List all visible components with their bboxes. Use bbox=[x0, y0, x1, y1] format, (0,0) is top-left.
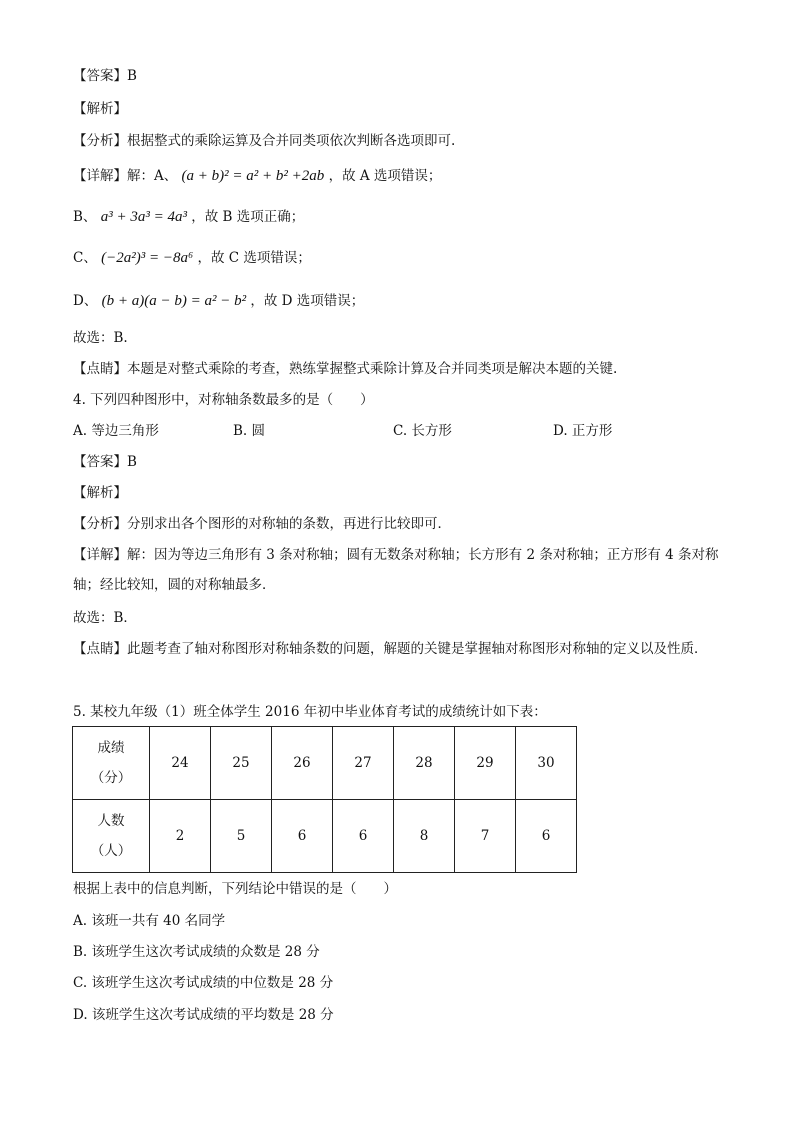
table-cell: 26 bbox=[272, 727, 333, 800]
q4-answer: 【答案】B bbox=[73, 454, 137, 470]
q3-c-math: (−2a²)³ = −8a⁶ bbox=[101, 250, 194, 266]
table-cell: 27 bbox=[333, 727, 394, 800]
q5-stem: 5. 某校九年级（1）班全体学生 2016 年初中毕业体育考试的成绩统计如下表： bbox=[73, 704, 547, 720]
table-cell: 25 bbox=[211, 727, 272, 800]
q4-comment: 【点睛】此题考查了轴对称图形对称轴条数的问题，解题的关键是掌握轴对称图形对称轴的定义以及性质． bbox=[73, 641, 708, 657]
table-row bbox=[73, 727, 577, 800]
q3-answer: 【答案】B bbox=[73, 68, 137, 84]
table-cell: 8 bbox=[394, 800, 455, 873]
table-cell: 24 bbox=[150, 727, 211, 800]
q4-analysis-heading: 【解析】 bbox=[73, 485, 127, 501]
table-cell: 7 bbox=[455, 800, 516, 873]
score-label: 成绩 bbox=[97, 740, 125, 756]
q4-analysis: 【分析】分别求出各个图形的对称轴的条数，再进行比较即可． bbox=[73, 516, 451, 532]
q3-detail-c bbox=[73, 248, 311, 268]
table-cell: 28 bbox=[394, 727, 455, 800]
table-cell: 5 bbox=[211, 800, 272, 873]
q3-detail-a bbox=[73, 166, 441, 186]
table-header-cell bbox=[73, 727, 150, 800]
table-row bbox=[73, 800, 577, 873]
table-cell: 2 bbox=[150, 800, 211, 873]
q3-detail-a-suffix: ，故 A 选项错误； bbox=[328, 168, 442, 184]
q3-d-suffix: ，故 D 选项错误； bbox=[250, 293, 365, 309]
q3-c-prefix: C、 bbox=[73, 250, 97, 266]
q3-comment: 【点睛】本题是对整式乘除的考查，熟练掌握整式乘除计算及合并同类项是解决本题的关键. bbox=[73, 361, 618, 377]
q3-b-suffix: ，故 B 选项正确； bbox=[191, 209, 305, 225]
q4-options bbox=[73, 421, 713, 441]
q5-option-a: A. 该班一共有 40 名同学 bbox=[73, 913, 226, 929]
table-header-cell bbox=[73, 800, 150, 873]
count-label: 人数 bbox=[97, 813, 125, 829]
q3-c-suffix: ，故 C 选项错误； bbox=[197, 250, 311, 266]
q3-choice: 故选：B. bbox=[73, 330, 128, 346]
q3-b-prefix: B、 bbox=[73, 209, 97, 225]
q4-stem: 4. 下列四种图形中，对称轴条数最多的是（ ） bbox=[73, 392, 374, 408]
score-table bbox=[72, 726, 577, 873]
q3-detail-prefix: 【详解】解：A、 bbox=[73, 168, 178, 184]
q5-option-d: D. 该班学生这次考试成绩的平均数是 28 分 bbox=[73, 1007, 334, 1023]
table-cell: 6 bbox=[272, 800, 333, 873]
table-cell: 29 bbox=[455, 727, 516, 800]
table-cell: 30 bbox=[516, 727, 577, 800]
q4-choice: 故选：B． bbox=[73, 610, 137, 626]
q4-detail: 【详解】解：因为等边三角形有 3 条对称轴；圆有无数条对称轴；长方形有 2 条对称轴；正方形有 4 条对称轴；经比较知，圆的对称轴最多． bbox=[73, 547, 719, 593]
q3-detail-b bbox=[73, 207, 304, 227]
q4-option-d: D. 正方形 bbox=[553, 423, 613, 439]
q5-option-c: C. 该班学生这次考试成绩的中位数是 28 分 bbox=[73, 975, 334, 991]
q3-analysis-heading: 【解析】 bbox=[73, 101, 127, 117]
q3-d-math: (b + a)(a − b) = a² − b² bbox=[101, 293, 247, 309]
count-unit-label: （人） bbox=[90, 843, 132, 859]
q3-detail-d bbox=[73, 291, 364, 311]
q4-option-c: C. 长方形 bbox=[393, 423, 452, 439]
table-cell: 6 bbox=[516, 800, 577, 873]
table-cell: 6 bbox=[333, 800, 394, 873]
q3-d-prefix: D、 bbox=[73, 293, 98, 309]
q3-detail-a-math: (a + b)² = a² + b² +2ab bbox=[181, 168, 325, 184]
q3-analysis: 【分析】根据整式的乘除运算及合并同类项依次判断各选项即可. bbox=[73, 133, 456, 149]
q3-b-math: a³ + 3a³ = 4a³ bbox=[100, 209, 187, 225]
q5-option-b: B. 该班学生这次考试成绩的众数是 28 分 bbox=[73, 944, 320, 960]
q4-option-a: A. 等边三角形 bbox=[73, 423, 159, 439]
q5-question: 根据上表中的信息判断，下列结论中错误的是（ ） bbox=[73, 881, 397, 897]
q4-option-b: B. 圆 bbox=[233, 423, 266, 439]
score-unit-label: （分） bbox=[90, 770, 132, 786]
